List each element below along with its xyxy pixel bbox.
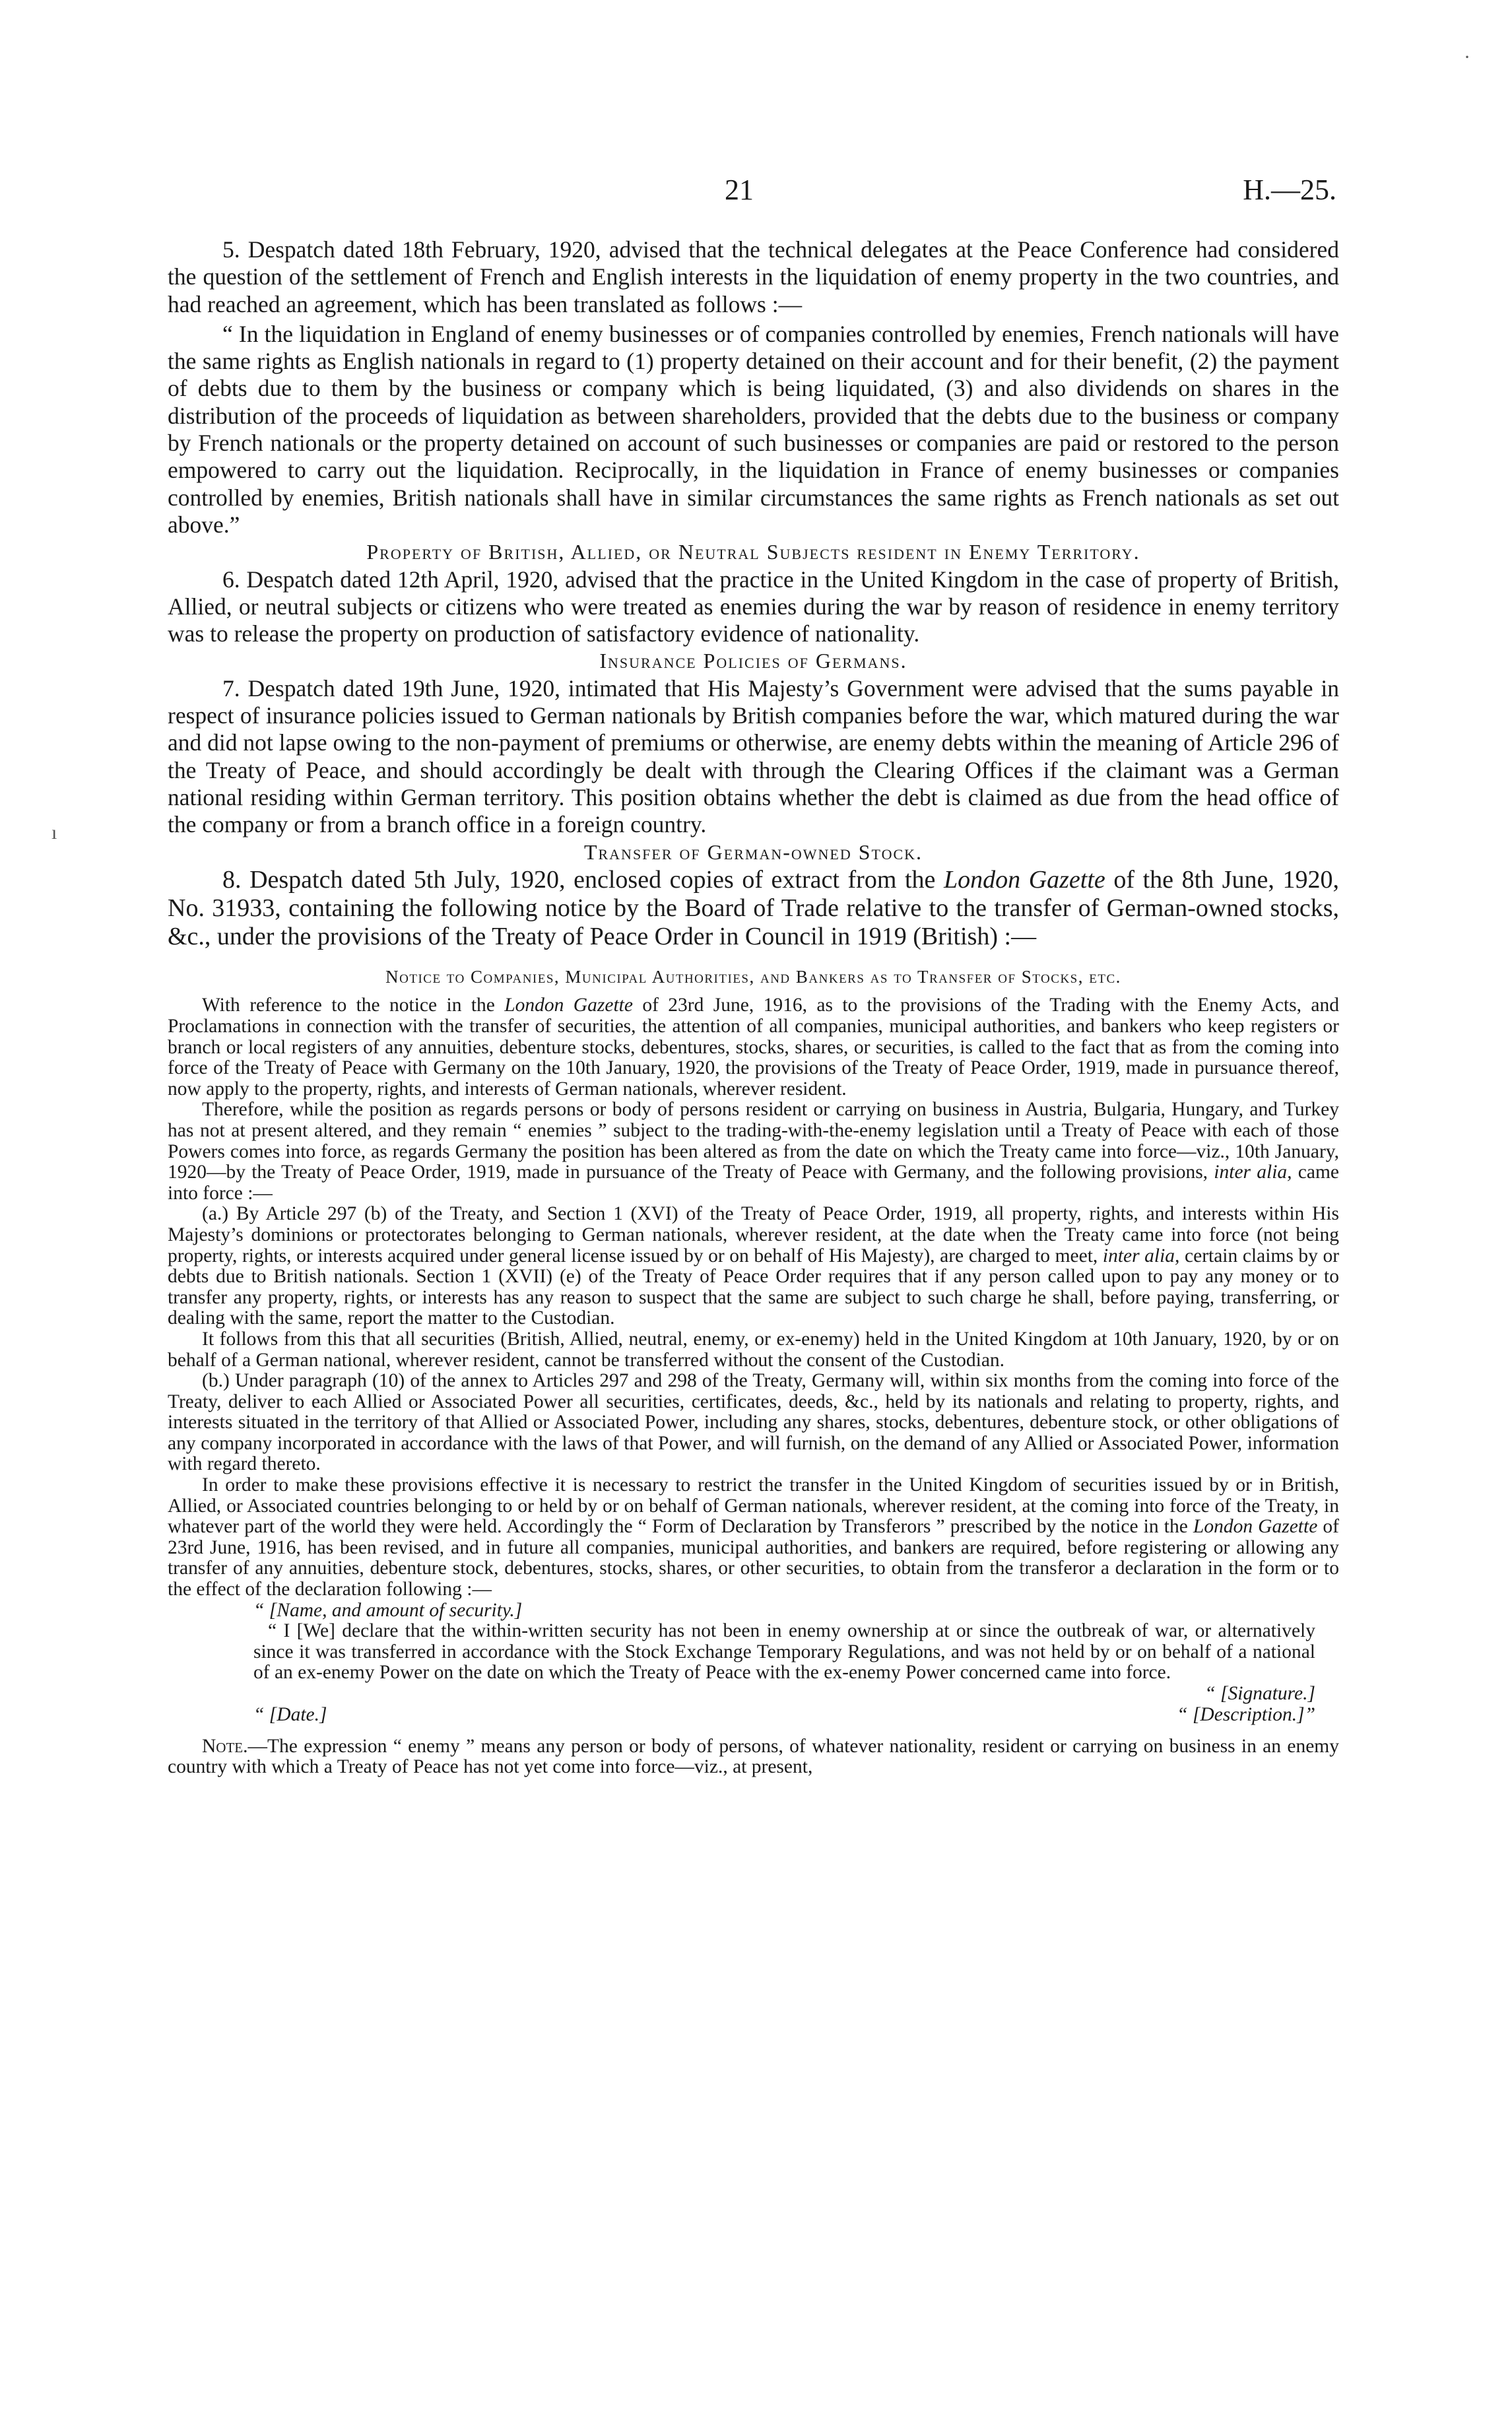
notice-p1-gazette: London Gazette — [504, 995, 633, 1016]
declaration-name-line — [168, 1600, 1339, 1622]
signature-text: “ [Signature.] — [1204, 1683, 1315, 1705]
notice-p3-text-b: certain claims by or debts due to British nationals. Section 1 (XVII) (e) of the Treaty of Peace Order requires that if any person called upon to pay any money or to transfer any property, rights, or interests has any reason to suspect that the same are subject to such charge he shall, before paying, transferring, or dealing with the same, report the matter to the Custodian. — [168, 1245, 1340, 1329]
paragraph-8 — [168, 866, 1339, 951]
page-header — [0, 173, 1512, 213]
document-body — [168, 236, 1339, 1778]
notice-p2-italic: inter alia, — [1214, 1162, 1292, 1183]
paragraph-8-text-b: of the 8th June, 1920, No. 31933, containing the following notice by the Board of Trade relative to the transfer of German-owned stocks, &c., under the provisions of the Treaty of Peace Order in Council in 1919 (British) :— — [168, 865, 1339, 950]
description-text: “ [Description.]” — [1177, 1703, 1315, 1725]
section-heading-property: Property of British, Allied, or Neutral Subjects resident in Enemy Territory. — [366, 540, 1140, 564]
gazette-title: London Gazette — [943, 865, 1105, 894]
notice-p3-italic: inter alia, — [1102, 1245, 1180, 1266]
board-of-trade-notice — [168, 967, 1339, 1778]
notice-paragraph-6 — [168, 1475, 1339, 1600]
notice-paragraph-1 — [168, 995, 1339, 1100]
note-paragraph — [168, 1736, 1339, 1778]
series-reference: H.—25. — [1243, 174, 1336, 206]
declaration-name-text: “ [Name, and amount of security.] — [253, 1599, 523, 1621]
notice-paragraph-4: It follows from this that all securities (British, Allied, neutral, enemy, or ex-enemy) held in the United Kingdom at 10th January, 1920, by or on behalf of a German national, wherever resident, cannot be transferred without the consent of the Custodian. — [168, 1328, 1339, 1371]
notice-paragraph-a — [168, 1204, 1339, 1329]
paragraph-6: 6. Despatch dated 12th April, 1920, advised that the practice in the United Kingdom in the case of property of British, Allied, or neutral subjects or citizens who were treated as enemies during the war by reason of residence in enemy territory was to release the property on production of satisfactory evidence of nationality. — [168, 566, 1339, 647]
scan-mark: · — [1464, 46, 1470, 68]
notice-p6-text-a: In order to make these provisions effective it is necessary to restrict the transfer in the United Kingdom of securities issued by or in British, Allied, or Associated countries belonging to or held by or on behalf of German nationals, wherever resident, at the coming into force of the Treaty, in whatever part of the world they were held. Accordingly the “ Form of Declaration by Transferors ” prescribed by the notice in the — [168, 1474, 1339, 1538]
paragraph-7: 7. Despatch dated 19th June, 1920, intimated that His Majesty’s Government were advised that the sums payable in respect of insurance policies issued to German nationals by British companies before the war, which matured during the war and did not lapse owing to the non-payment of premiums or otherwise, are enemy debts within the meaning of Article 296 of the Treaty of Peace, and should accordingly be dealt with through the Clearing Offices if the claimant was a German national residing within German territory. This position obtains whether the debt is claimed as due from the head office of the company or from a branch office in a foreign country. — [168, 674, 1339, 838]
notice-paragraph-2 — [168, 1100, 1339, 1204]
notice-paragraph-b: (b.) Under paragraph (10) of the annex to Articles 297 and 298 of the Treaty, Germany will, within six months from the coming into force of the Treaty, deliver to each Allied or Associated Power all securities, certificates, deeds, &c., held by its nationals and relating to property, rights, and interests situated in the territory of that Allied or Associated Power, including any shares, stocks, debentures, debenture stock, or other obligations of any company incorporated in accordance with the laws of that Power, and will furnish, on the demand of any Allied or Associated Power, information with regard thereto. — [168, 1370, 1339, 1475]
section-heading-transfer: Transfer of German-owned Stock. — [583, 839, 923, 864]
section-heading-insurance: Insurance Policies of Germans. — [599, 649, 907, 673]
date-description-line — [168, 1705, 1339, 1726]
note-label: Note. — [202, 1735, 248, 1757]
notice-p6-gazette: London Gazette — [1193, 1516, 1318, 1538]
paragraph-8-text-a: 8. Despatch dated 5th July, 1920, enclosed copies of extract from the — [222, 865, 944, 894]
notice-p2-text-b: came into force :— — [168, 1162, 1339, 1204]
notice-heading: Notice to Companies, Municipal Authorities, and Bankers as to Transfer of Stocks, etc. — [385, 966, 1121, 987]
notice-p1-text-a: With reference to the notice in the — [202, 995, 505, 1016]
signature-line — [168, 1684, 1339, 1705]
margin-mark: ı — [51, 822, 57, 843]
notice-p6-text-b: of 23rd June, 1916, has been revised, and in future all companies, municipal authorities, and bankers are required, before registering or allowing any transfer of any annuities, debenture stock, debentures, stocks, shares, or other securities, to obtain from the transferor a declaration in the form or to the effect of the declaration following :— — [168, 1516, 1339, 1600]
notice-p1-text-b: of 23rd June, 1916, as to the provisions of the Trading with the Enemy Acts, and Proclamations in connection with the transfer of securities, the attention of all companies, municipal authorities, and bankers who keep registers or branch or local registers of any annuities, debenture stocks, debentures, stocks, shares, or securities, is called to the fact that as from the coming into force of the Treaty of Peace with Germany on the 10th January, 1920, the provisions of the Treaty of Peace Order, 1919, made in pursuance thereof, now apply to the property, rights, and interests of German nationals, wherever resident. — [168, 995, 1339, 1100]
paragraph-5-quote: “ In the liquidation in England of enemy businesses or of companies controlled by enemies, French nationals will have the same rights as English nationals in regard to (1) property detained on their account and for their benefit, (2) the payment of debts due to them by the business or company which is being liquidated, (3) and also dividends on shares in the distribution of the proceeds of liquidation as between shareholders, provided that the debts due to the business or company by French nationals or the property detained on account of such businesses or companies are paid or restored to the person empowered to carry out the liquidation. Reciprocally, in the liquidation in France of enemy businesses or companies controlled by enemies, British nationals shall have in similar circumstances the same rights as French nationals as set out above.” — [168, 320, 1339, 538]
note-text: —The expression “ enemy ” means any person or body of persons, of whatever nationality, resident or carrying on business in an enemy country with which a Treaty of Peace has not yet come into force—viz., at present, — [168, 1735, 1339, 1778]
declaration-text: “ I [We] declare that the within-written security has not been in enemy ownership at or since the outbreak of war, or alternatively since it was transferred in accordance with the Stock Exchange Temporary Regulations, and was not held by or on behalf of a national of an ex-enemy Power on the date on which the Treaty of Peace with the ex-enemy Power concerned came into force. — [253, 1620, 1315, 1684]
notice-p2-text-a: Therefore, while the position as regards persons or body of persons resident or carrying on business in Austria, Bulgaria, Hungary, and Turkey has not at present altered, and they remain “ enemies ” subject to the trading-with-the-enemy legislation until a Treaty of Peace with each of those Powers comes into force, as regards Germany the position has been altered as from the date on which the Treaty came into force—viz., 10th January, 1920—by the Treaty of Peace Order, 1919, made in pursuance of the Treaty of Peace with Germany, and the following provisions, — [168, 1099, 1339, 1183]
notice-p3-text-a: (a.) By Article 297 (b) of the Treaty, and Section 1 (XVI) of the Treaty of Peace Order, 1919, all property, rights, and interests within His Majesty’s dominions or protectorates belonging to German nationals, wherever resident, at the date when the Treaty came into force (not being property, rights, or interests acquired under general license issued by or on behalf of His Majesty), are charged to meet, — [168, 1203, 1339, 1266]
page-number: 21 — [725, 174, 754, 206]
paragraph-5: 5. Despatch dated 18th February, 1920, advised that the technical delegates at the Peace Conference had considered the question of the settlement of French and English interests in the liquidation of enemy property in the two countries, and had reached an agreement, which has been translated as follows :— — [168, 236, 1339, 317]
date-text: “ [Date.] — [253, 1703, 327, 1725]
